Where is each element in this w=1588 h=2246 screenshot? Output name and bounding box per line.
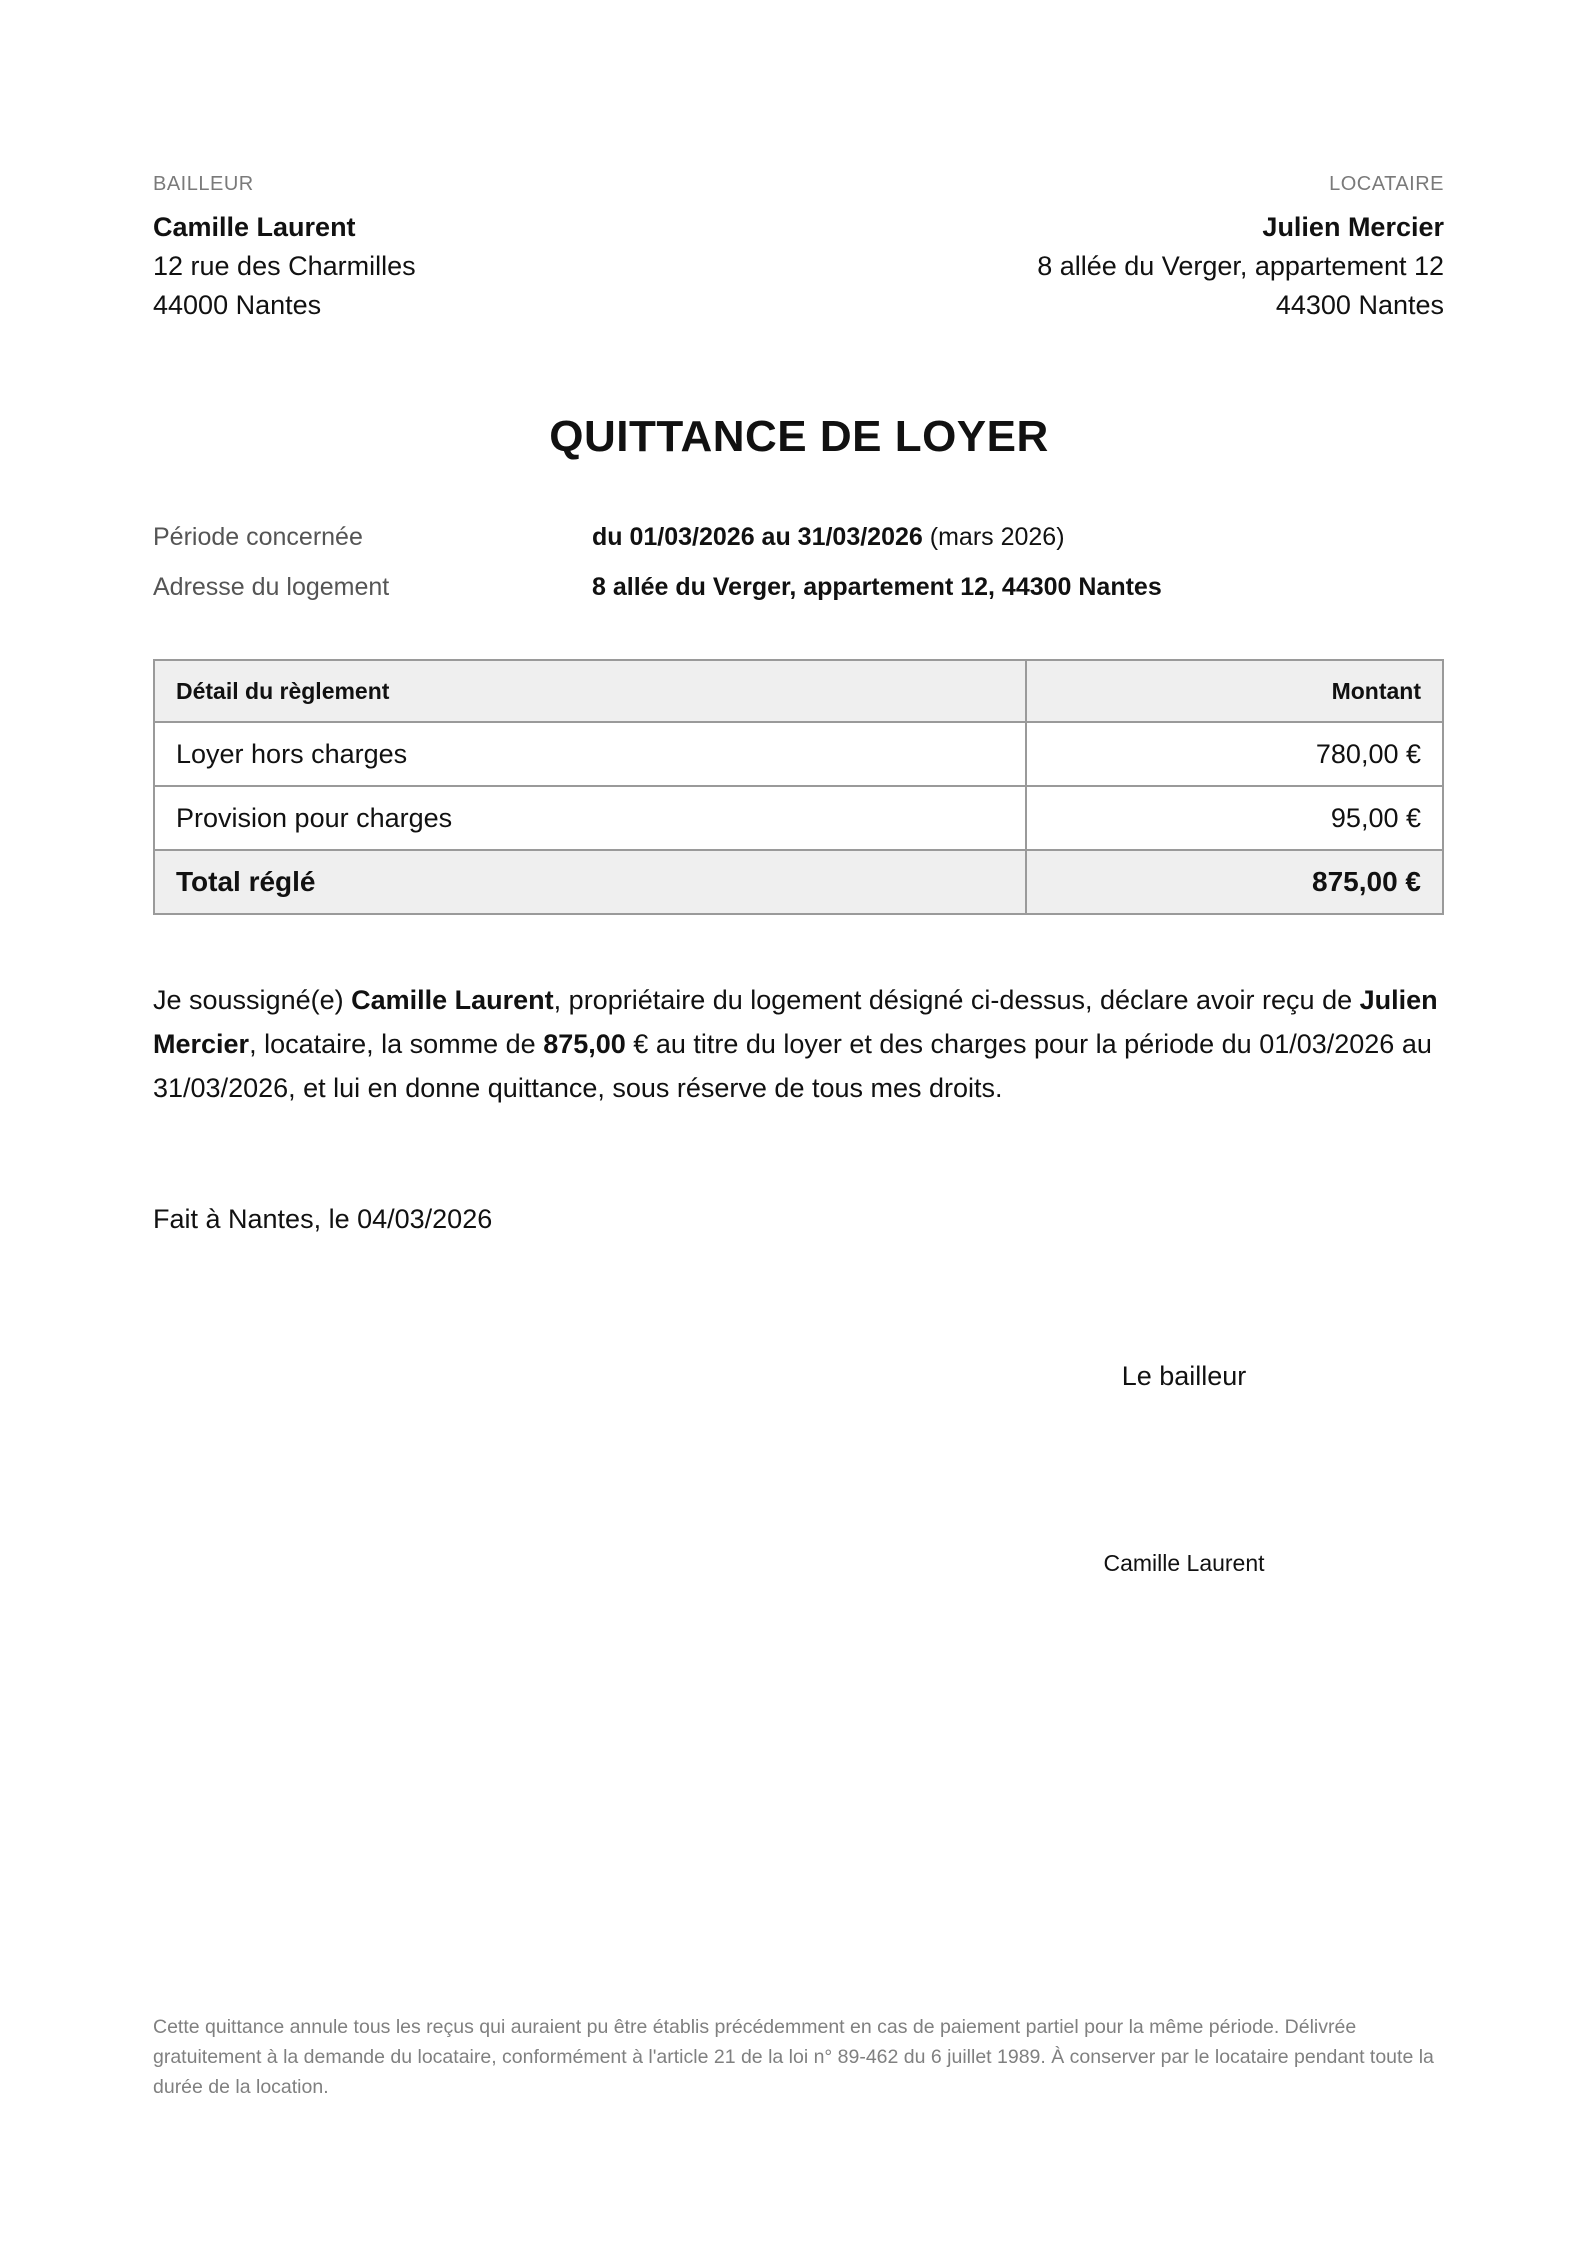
adresse-value: [592, 573, 1162, 602]
declaration-part2: , propriétaire du logement désigné ci-dessus, déclare avoir reçu de: [553, 985, 1360, 1015]
bailleur-address-line2: 44000 Nantes: [153, 290, 322, 320]
periode-dates: du 01/03/2026 au 31/03/2026: [592, 522, 923, 551]
locataire-name: Julien Mercier: [1262, 212, 1444, 242]
periode-row: [153, 512, 1444, 562]
place-date: Fait à Nantes, le 04/03/2026: [153, 1204, 493, 1234]
bailleur-label: BAILLEUR: [153, 173, 254, 195]
signature-label: Le bailleur: [1121, 1361, 1247, 1391]
locataire-address-line2: 44300 Nantes: [1275, 290, 1444, 320]
total-amount: 875,00 €: [1026, 850, 1443, 914]
periode-value: [592, 523, 1065, 552]
locataire-label: LOCATAIRE: [1329, 173, 1444, 195]
adresse-row: [153, 562, 1444, 612]
bailleur-name: Camille Laurent: [153, 212, 356, 242]
row-label-charges: Provision pour charges: [154, 786, 1026, 850]
table-row: [154, 722, 1443, 786]
declaration-part4: € au titre du loyer et des charges pour la période du 01/03/2026 au 31/03/2026, et lui en donne quittance, sous réserve de tous mes droits.: [153, 1029, 1432, 1103]
total-row: [154, 850, 1443, 914]
header-detail: Détail du règlement: [154, 660, 1026, 722]
parties-header: [153, 171, 1444, 325]
row-amount-loyer: 780,00 €: [1026, 722, 1443, 786]
adresse-label: Adresse du logement: [153, 572, 390, 601]
locataire-address-line1: 8 allée du Verger, appartement 12: [1037, 251, 1444, 281]
row-amount-charges: 95,00 €: [1026, 786, 1443, 850]
bailleur-address-line1: 12 rue des Charmilles: [153, 251, 416, 281]
periode-month: (mars 2026): [929, 522, 1065, 551]
bailleur-block: [153, 171, 416, 325]
table-header-row: [154, 660, 1443, 722]
payment-table: [153, 659, 1444, 915]
document-title: QUITTANCE DE LOYER: [549, 412, 1049, 461]
info-section: [153, 512, 1444, 612]
footer-note: Cette quittance annule tous les reçus qui auraient pu être établis précédemment en cas de paiement partiel pour la même période. Délivrée gratuitement à la demande du locataire, conformément à l'article 21 de la loi n° 89-462 du 6 juillet 1989. À conserver par le locataire pendant toute la durée de la location.: [153, 2016, 1434, 2098]
declaration-paragraph: [153, 978, 1444, 1110]
row-label-loyer: Loyer hors charges: [154, 722, 1026, 786]
declaration-part3: , locataire, la somme de: [249, 1029, 544, 1059]
locataire-block: [1037, 171, 1444, 325]
periode-label: Période concernée: [153, 522, 363, 551]
declaration-part1: Je soussigné(e): [153, 985, 352, 1015]
declaration-amount: 875,00: [543, 1029, 626, 1059]
declaration-locataire-name: Julien Mercier: [153, 985, 1438, 1059]
table-row: [154, 786, 1443, 850]
declaration-bailleur-name: Camille Laurent: [351, 985, 554, 1015]
adresse-text: 8 allée du Verger, appartement 12, 44300 Nantes: [592, 572, 1162, 601]
total-label: Total réglé: [154, 850, 1026, 914]
header-montant: Montant: [1026, 660, 1443, 722]
signature-name: Camille Laurent: [1103, 1550, 1265, 1576]
